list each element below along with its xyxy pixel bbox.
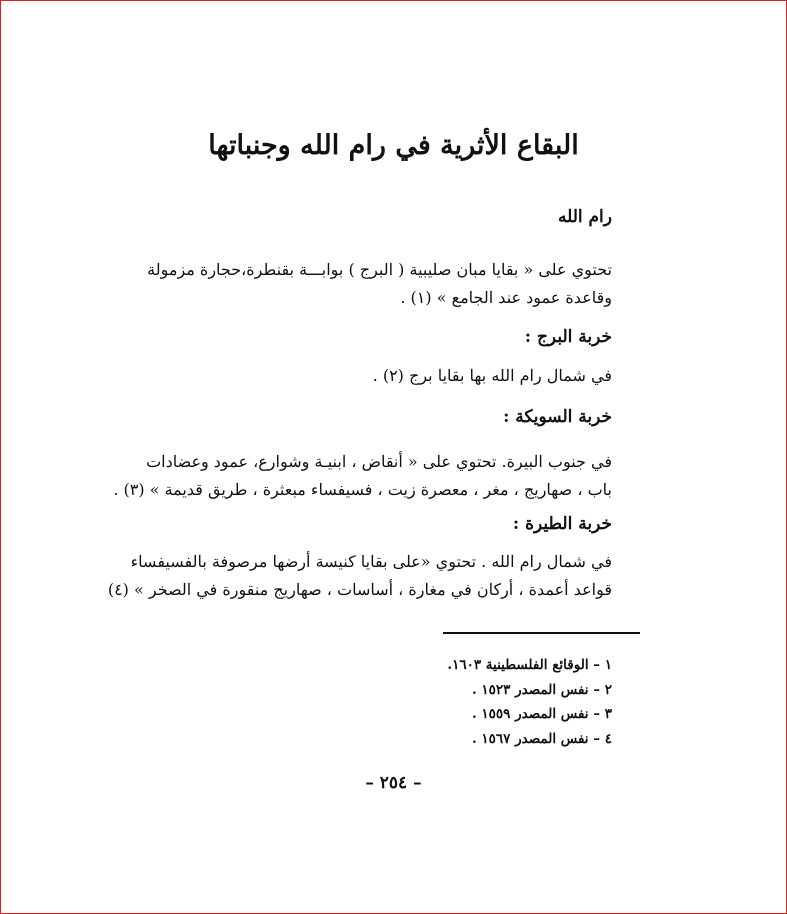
section-heading-khirbet-al-suwayka: خربة السويكة : [503, 407, 612, 427]
text-line: باب ، صهاريج ، مغر ، معصرة زيت ، فسيفساء مبعثرة ، طريق قديمة » (٣) . [113, 480, 612, 499]
text-line: وقاعدة عمود عند الجامع » (١) . [400, 288, 612, 307]
text-line: في شمال رام الله . تحتوي «على بقايا كنيسة أرضها مرصوفة بالفسيفساء [130, 552, 612, 571]
section-heading-khirbet-al-tira: خربة الطيرة : [512, 514, 612, 534]
text-line: قواعد أعمدة ، أركان في مغارة ، أساسات ، صهاريج منقورة في الصخر » (٤) [107, 580, 612, 599]
text-line: في جنوب البيرة. تحتوي على « أنقاض ، ابنيـة وشوارع، عمود وعضادات [146, 452, 612, 471]
footnote-item: ١ – الوقائع الفلسطينية ١٦٠٣. [447, 657, 612, 673]
footnote-item: ٣ – نفس المصدر ١٥٥٩ . [471, 706, 612, 722]
section-body-khirbet-al-tira [107, 548, 612, 604]
section-heading-ramallah: رام الله [557, 207, 612, 227]
section-heading-khirbet-al-burj: خربة البرج : [524, 327, 612, 347]
page-number: – ٢٥٤ – [365, 773, 422, 793]
footnote-item: ٢ – نفس المصدر ١٥٢٣ . [471, 681, 612, 698]
text-line: تحتوي على « بقايا مبان صليبية ( البرج ) بوابـــة بقنطرة،حجارة مزمولة [147, 260, 612, 279]
page-title: البقاع الأثرية في رام الله وجنباتها [208, 130, 579, 161]
section-body-khirbet-al-burj [142, 362, 612, 390]
footnotes-list [312, 653, 612, 751]
section-body-ramallah [142, 256, 612, 312]
text-line: في شمال رام الله بها بقايا برج (٢) . [372, 366, 612, 385]
footnote-divider [443, 632, 640, 634]
footnote-item: ٤ – نفس المصدر ١٥٦٧ . [471, 730, 612, 747]
section-body-khirbet-al-suwayka [113, 448, 612, 504]
